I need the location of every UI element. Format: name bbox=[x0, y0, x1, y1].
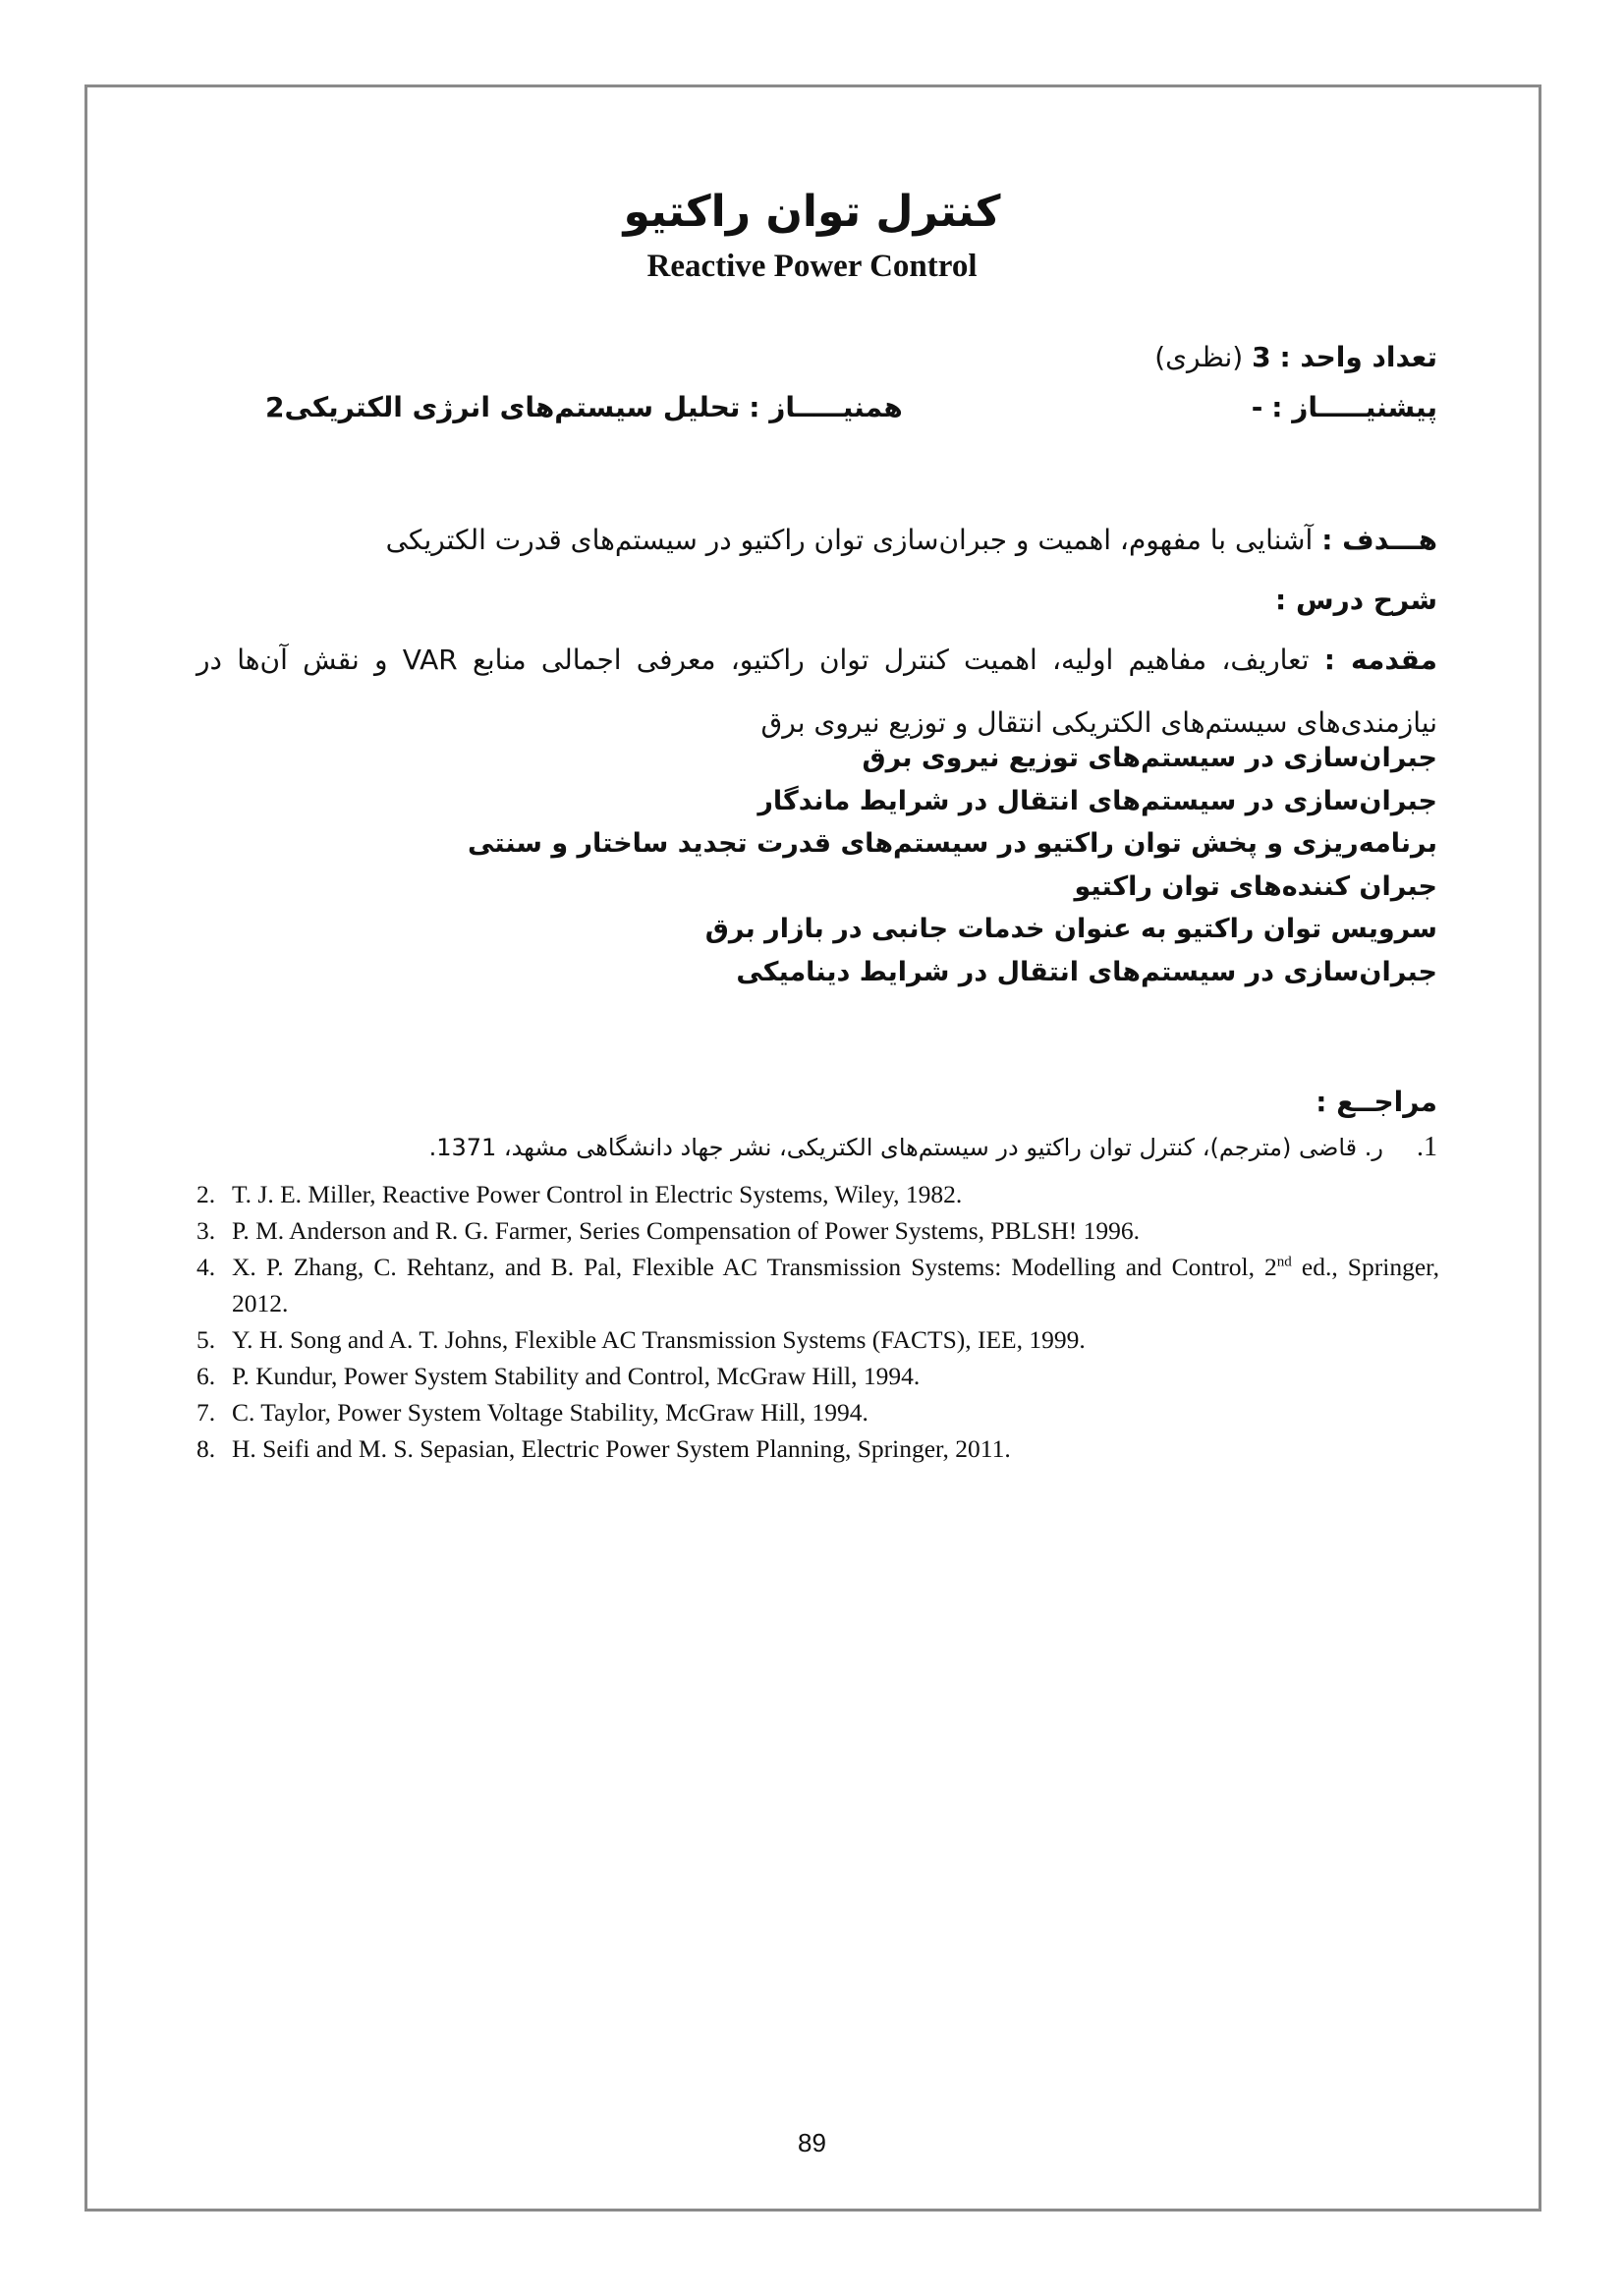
topic-item: جبران‌سازی در سیستم‌های انتقال در شرایط دینامیکی bbox=[736, 956, 1437, 987]
reference-number: 5. bbox=[196, 1325, 216, 1354]
reference-number: 3. bbox=[196, 1216, 216, 1245]
topic-item: جبران‌سازی در سیستم‌های توزیع نیروی برق bbox=[862, 743, 1437, 773]
reference-text: H. Seifi and M. S. Sepasian, Electric Power System Planning, Springer, 2011. bbox=[232, 1434, 1011, 1463]
reference-text: X. P. Zhang, C. Rehtanz, and B. Pal, Flexible AC Transmission Systems: Modelling and Control, 2 bbox=[232, 1253, 1277, 1281]
reference-item-6 bbox=[196, 1358, 1439, 1394]
reference-text-cont: ed., Springer, 2012. bbox=[232, 1253, 1439, 1317]
reference-item-7 bbox=[196, 1394, 1439, 1430]
coreq-label: همنیـــــاز : bbox=[749, 391, 903, 423]
intro-text: تعاریف، مفاهیم اولیه، اهمیت کنترل توان راکتیو، معرفی اجمالی منابع VAR و نقش آن‌ها در نیازمندی‌های سیستم‌های الکتریکی انتقال و توزیع نیروی برق bbox=[196, 644, 1437, 739]
reference-number: 1. bbox=[1417, 1132, 1437, 1162]
topic-item: جبران‌سازی در سیستم‌های انتقال در شرایط ماندگار bbox=[757, 785, 1437, 816]
prereq-value: - bbox=[1251, 391, 1263, 423]
reference-item-5 bbox=[196, 1321, 1439, 1358]
goal-label: هـــدف : bbox=[1321, 524, 1437, 556]
reference-number: 7. bbox=[196, 1398, 216, 1427]
units-type: (نظری) bbox=[1154, 341, 1244, 373]
coreq-value: تحلیل سیستم‌های انرژی الکتریکی2 bbox=[265, 391, 741, 423]
ordinal-suffix: nd bbox=[1276, 1254, 1292, 1270]
reference-text: T. J. E. Miller, Reactive Power Control in Electric Systems, Wiley, 1982. bbox=[232, 1180, 963, 1208]
topic-item: جبران کننده‌های توان راکتیو bbox=[1074, 870, 1437, 902]
topic-list bbox=[468, 737, 1437, 993]
units-value: 3 bbox=[1252, 341, 1271, 373]
reference-item-8 bbox=[196, 1430, 1439, 1467]
intro-paragraph bbox=[196, 629, 1437, 755]
course-title-en: Reactive Power Control bbox=[646, 249, 978, 284]
intro-label: مقدمه : bbox=[1323, 644, 1437, 676]
reference-item-2 bbox=[196, 1176, 1439, 1212]
prerequisite-line bbox=[1252, 391, 1437, 423]
page-number: 89 bbox=[798, 2128, 826, 2157]
reference-number: 8. bbox=[196, 1434, 216, 1463]
references-heading: مراجــع : bbox=[1316, 1086, 1437, 1118]
reference-text: P. Kundur, Power System Stability and Control, McGraw Hill, 1994. bbox=[232, 1362, 921, 1390]
goal-line bbox=[386, 524, 1437, 556]
reference-number: 6. bbox=[196, 1362, 216, 1390]
topic-item: سرویس توان راکتیو به عنوان خدمات جانبی در بازار برق bbox=[704, 914, 1437, 944]
description-heading: شرح درس : bbox=[1275, 584, 1437, 616]
reference-number: 4. bbox=[196, 1253, 216, 1281]
units-label: تعداد واحد : bbox=[1279, 341, 1437, 373]
units-line bbox=[1154, 341, 1437, 373]
prereq-label: پیشنیـــــاز : bbox=[1271, 391, 1437, 423]
reference-text: ر. قاضی (مترجم)، کنترل توان راکتیو در سیستم‌های الکتریکی، نشر جهاد دانشگاهی مشهد، 1371. bbox=[428, 1134, 1383, 1161]
topic-item: برنامه‌ریزی و پخش توان راکتیو در سیستم‌های قدرت تجدید ساختار و سنتی bbox=[468, 828, 1437, 859]
course-title-fa: کنترل توان راکتیو bbox=[623, 187, 1001, 237]
reference-item-4 bbox=[196, 1249, 1439, 1321]
reference-number: 2. bbox=[196, 1180, 216, 1208]
reference-text: C. Taylor, Power System Voltage Stability, McGraw Hill, 1994. bbox=[232, 1398, 868, 1427]
goal-text: آشنایی با مفهوم، اهمیت و جبران‌سازی توان راکتیو در سیستم‌های قدرت الکتریکی bbox=[385, 524, 1314, 556]
reference-item-3 bbox=[196, 1212, 1439, 1249]
reference-text: Y. H. Song and A. T. Johns, Flexible AC Transmission Systems (FACTS), IEE, 1999. bbox=[232, 1325, 1086, 1354]
corequisite-line bbox=[265, 391, 903, 423]
reference-text: P. M. Anderson and R. G. Farmer, Series Compensation of Power Systems, PBLSH! 1996. bbox=[232, 1216, 1141, 1245]
reference-list bbox=[196, 1176, 1439, 1467]
reference-item-1 bbox=[429, 1132, 1437, 1163]
